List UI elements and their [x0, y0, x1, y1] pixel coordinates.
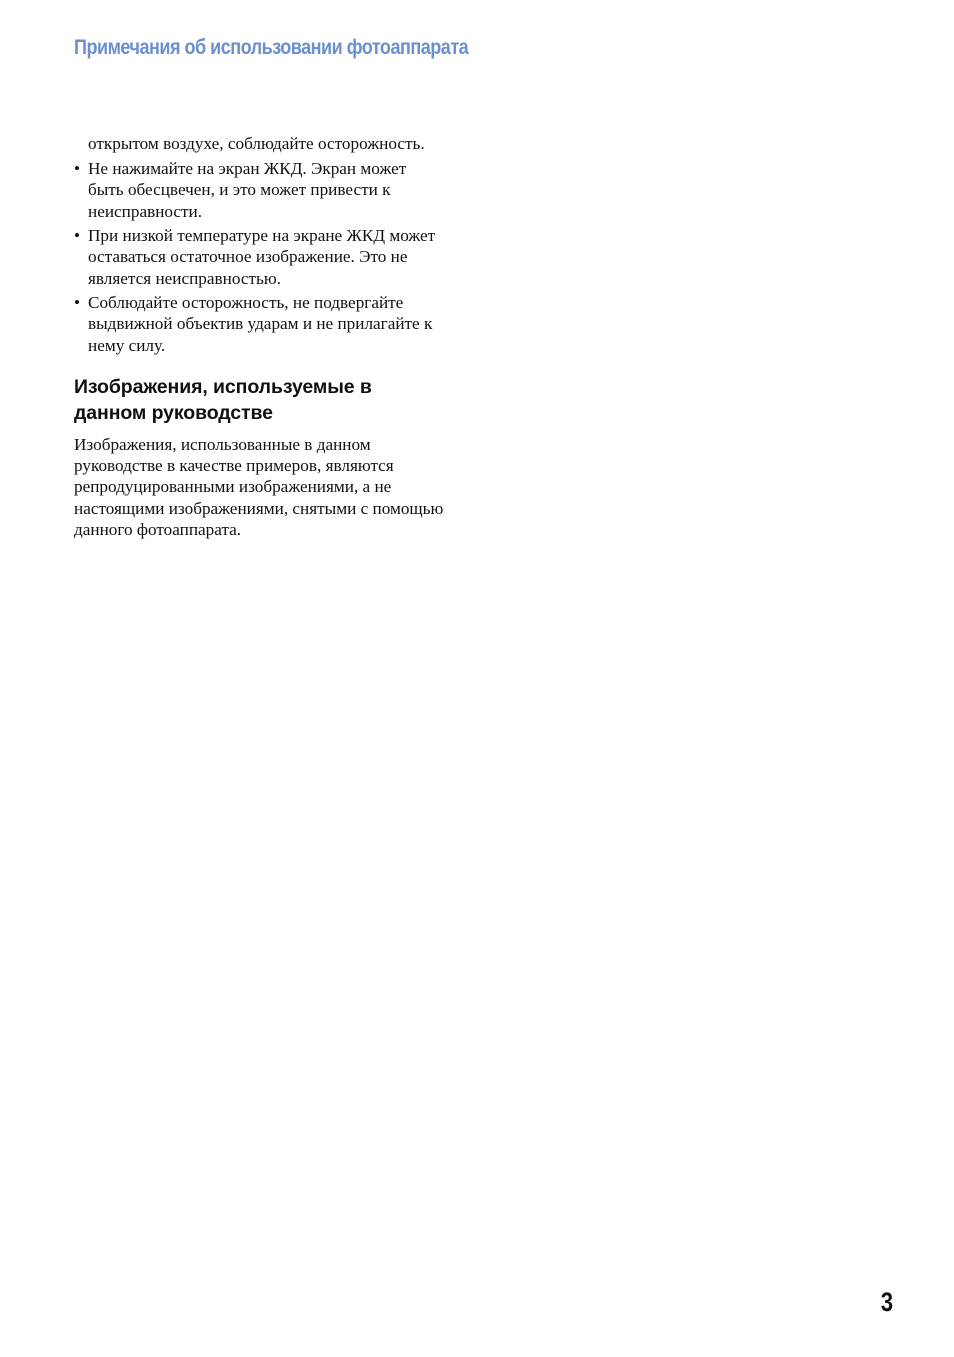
bullet-icon: •	[74, 225, 81, 245]
list-item	[74, 225, 446, 290]
page-header: Примечания об использовании фотоаппарата	[74, 36, 469, 59]
list-item-text: При низкой температуре на экране ЖКД может оставаться остаточное изображение. Это не является неисправностью.	[88, 225, 436, 288]
page-number: 3	[880, 1287, 893, 1317]
list-item-text: Соблюдайте осторожность, не подвергайте выдвижной объектив ударам и не прилагайте к нему силу.	[88, 292, 433, 355]
section-heading: Изображения, используемые в данном руководстве	[74, 376, 372, 424]
notes-list	[74, 158, 446, 357]
bullet-icon: •	[74, 292, 81, 312]
continued-paragraph: открытом воздухе, соблюдайте осторожность.	[88, 134, 425, 153]
bullet-icon: •	[74, 158, 81, 178]
list-item-text: Не нажимайте на экран ЖКД. Экран может быть обесцвечен, и это может привести к неисправности.	[88, 158, 407, 221]
list-item	[74, 292, 446, 357]
main-column	[74, 133, 446, 540]
section-body: Изображения, использованные в данном руководстве в качестве примеров, являются репродуцированными изображениями, а не настоящими изображениями, снятыми с помощью данного фотоаппарата.	[74, 435, 444, 539]
list-item	[74, 158, 446, 223]
